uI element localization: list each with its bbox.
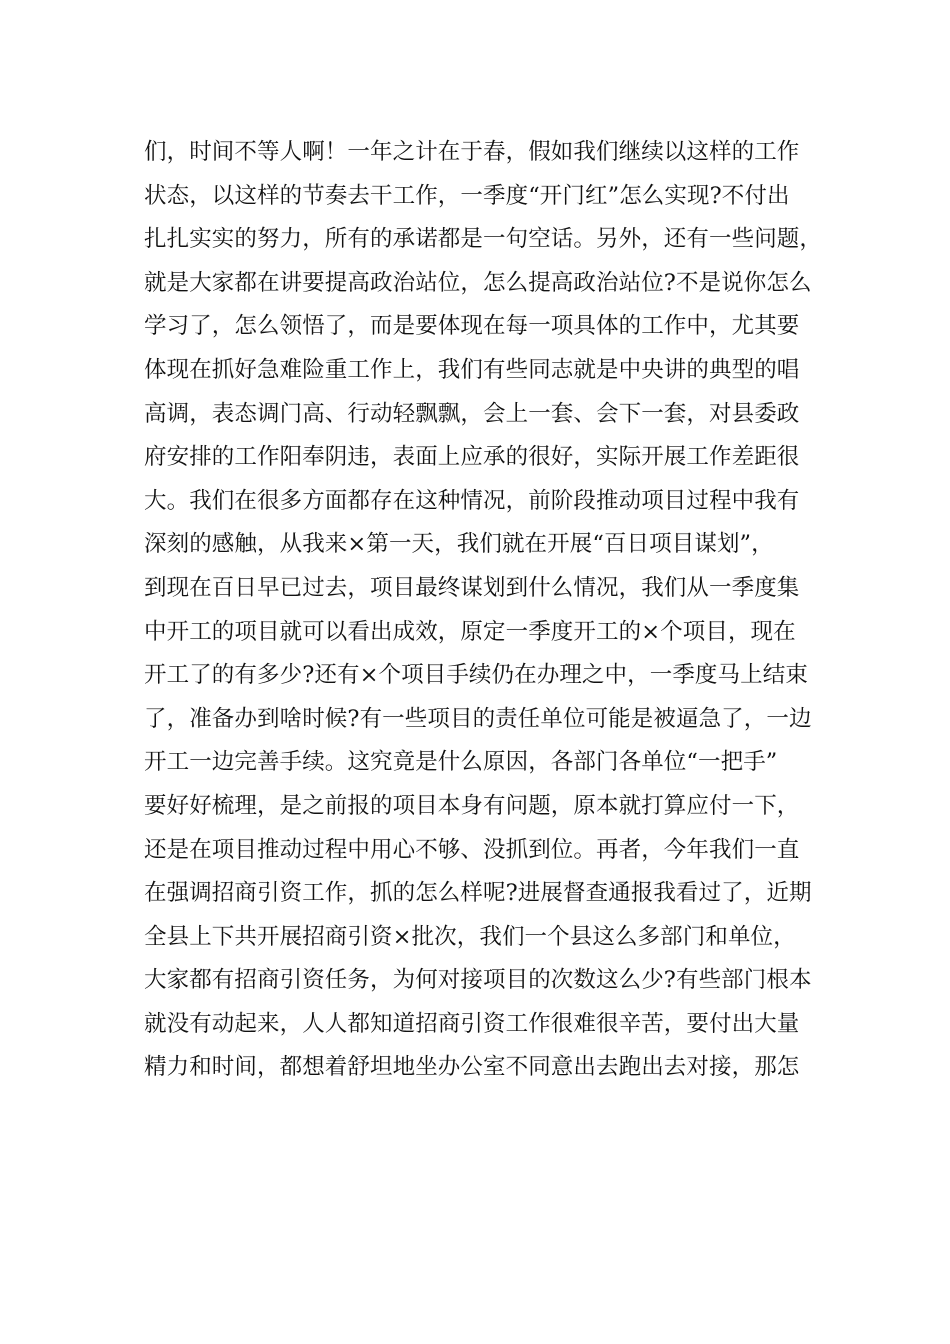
body-paragraph	[144, 131, 834, 1090]
text-line: 开工一边完善手续。这究竟是什么原因，各部门各单位“一把手”	[144, 749, 778, 776]
text-line: 大。我们在很多方面都存在这种情况，前阶段推动项目过程中我有	[144, 487, 800, 514]
text-line: 府安排的工作阳奉阴违，表面上应承的很好，实际开展工作差距很	[144, 444, 800, 471]
text-line: 就是大家都在讲要提高政治站位，怎么提高政治站位?不是说你怎么	[144, 269, 812, 296]
text-line: 们，时间不等人啊！一年之计在于春，假如我们继续以这样的工作	[144, 139, 800, 165]
text-line: 还是在项目推动过程中用心不够、没抓到位。再者，今年我们一直	[144, 836, 800, 863]
text-line: 到现在百日早已过去，项目最终谋划到什么情况，我们从一季度集	[144, 574, 800, 601]
text-line: 扎扎实实的努力，所有的承诺都是一句空话。另外，还有一些问题，	[144, 226, 823, 253]
text-line: 开工了的有多少?还有×个项目手续仍在办理之中，一季度马上结束	[144, 662, 808, 689]
text-line: 就没有动起来，人人都知道招商引资工作很难很辛苦，要付出大量	[144, 1010, 800, 1037]
text-line: 了，准备办到啥时候?有一些项目的责任单位可能是被逼急了，一边	[144, 705, 812, 732]
text-line: 高调，表态调门高、行动轻飘飘，会上一套、会下一套，对县委政	[144, 400, 800, 427]
text-line: 状态，以这样的节奏去干工作，一季度“开门红”怎么实现?不付出	[144, 182, 790, 209]
text-line: 学习了，怎么领悟了，而是要体现在每一项具体的工作中，尤其要	[144, 313, 800, 340]
text-line: 深刻的感触，从我来×第一天，我们就在开展“百日项目谋划”，	[144, 531, 774, 558]
text-line: 中开工的项目就可以看出成效，原定一季度开工的×个项目，现在	[144, 618, 796, 645]
text-line: 体现在抓好急难险重工作上，我们有些同志就是中央讲的典型的唱	[144, 356, 800, 383]
text-line: 大家都有招商引资任务，为何对接项目的次数这么少?有些部门根本	[144, 967, 812, 994]
text-line: 精力和时间，都想着舒坦地坐办公室不同意出去跑出去对接，那怎	[144, 1054, 800, 1081]
text-line: 在强调招商引资工作，抓的怎么样呢?进展督查通报我看过了，近期	[144, 880, 812, 907]
text-line: 全县上下共开展招商引资×批次，我们一个县这么多部门和单位，	[144, 923, 796, 950]
text-line: 要好好梳理，是之前报的项目本身有问题，原本就打算应付一下，	[144, 792, 800, 819]
